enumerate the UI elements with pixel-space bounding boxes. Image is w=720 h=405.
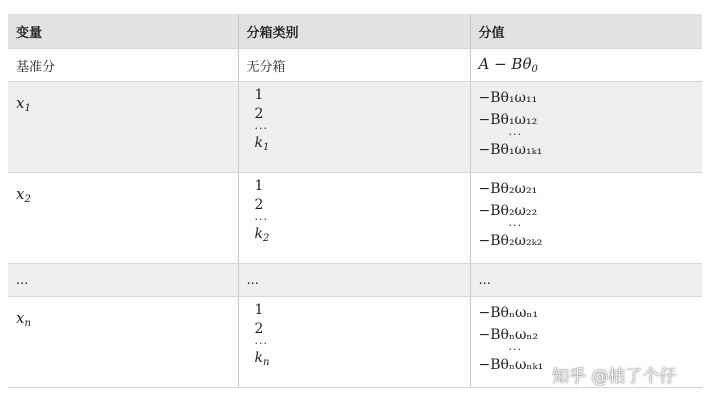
cell-score [470, 173, 702, 264]
variable-name: x [16, 309, 25, 327]
variable-name: x [16, 94, 25, 112]
bin-label: 2 [254, 321, 264, 337]
variable-subscript: n [24, 318, 31, 329]
score-formula: −Bθ₁ω₁ₖ₁ [478, 142, 543, 158]
variable-subscript: 1 [24, 103, 31, 114]
score-ellipsis: ··· [508, 343, 522, 356]
bin-label: k [254, 226, 263, 242]
cell-bins: 无分箱 [238, 49, 470, 82]
header-variable: 变量 [8, 14, 238, 49]
cell-ellipsis: ... [8, 264, 238, 297]
cell-bins [238, 173, 470, 264]
cell-score [470, 82, 702, 173]
cell-score [470, 49, 702, 82]
bin-ellipsis: ··· [254, 122, 268, 135]
score-formula: −Bθ₂ω₂₁ [478, 181, 538, 197]
score-formula: −Bθ₂ω₂₂ [478, 203, 538, 219]
bin-subscript: n [262, 357, 270, 368]
cell-bins [238, 82, 470, 173]
bin-label: 2 [254, 106, 264, 122]
cell-variable [8, 173, 238, 264]
header-score: 分值 [470, 14, 702, 49]
cell-variable [8, 82, 238, 173]
bin-label: 1 [254, 87, 264, 103]
bin-subscript: 2 [262, 233, 270, 244]
bin-subscript: 1 [262, 142, 270, 153]
scorecard-table [8, 14, 702, 388]
score-formula: −Bθ₁ω₁₁ [478, 90, 538, 106]
score-formula: −Bθₙωₙ₂ [478, 327, 539, 343]
variable-subscript: 2 [24, 194, 31, 205]
cell-variable: 基准分 [8, 49, 238, 82]
header-row [8, 14, 702, 49]
cell-ellipsis: ... [238, 264, 470, 297]
header-bin-category: 分箱类别 [238, 14, 470, 49]
cell-bins [238, 297, 470, 388]
variable-name: x [16, 185, 25, 203]
score-formula: −Bθₙωₙₖ₁ [478, 357, 544, 373]
bin-ellipsis: ··· [254, 213, 268, 226]
score-ellipsis: ··· [508, 219, 522, 232]
cell-ellipsis: ... [470, 264, 702, 297]
table-row-base-score [8, 49, 702, 82]
table-row-x1 [8, 82, 702, 173]
bin-ellipsis: ··· [254, 337, 268, 350]
base-score-subscript: 0 [531, 64, 538, 75]
bin-label: k [254, 350, 263, 366]
bin-label: k [254, 135, 263, 151]
table-row-ellipsis [8, 264, 702, 297]
base-score-formula: A − Bθ [478, 55, 532, 73]
score-formula: −Bθ₁ω₁₂ [478, 112, 538, 128]
table-row-x2 [8, 173, 702, 264]
score-formula: −Bθ₂ω₂ₖ₂ [478, 233, 543, 249]
watermark: 知乎 @桔了个仔 [552, 367, 677, 387]
cell-variable [8, 297, 238, 388]
score-ellipsis: ··· [508, 128, 522, 141]
bin-label: 2 [254, 197, 264, 213]
score-formula: −Bθₙωₙ₁ [478, 305, 539, 321]
bin-label: 1 [254, 302, 264, 318]
bin-label: 1 [254, 178, 264, 194]
